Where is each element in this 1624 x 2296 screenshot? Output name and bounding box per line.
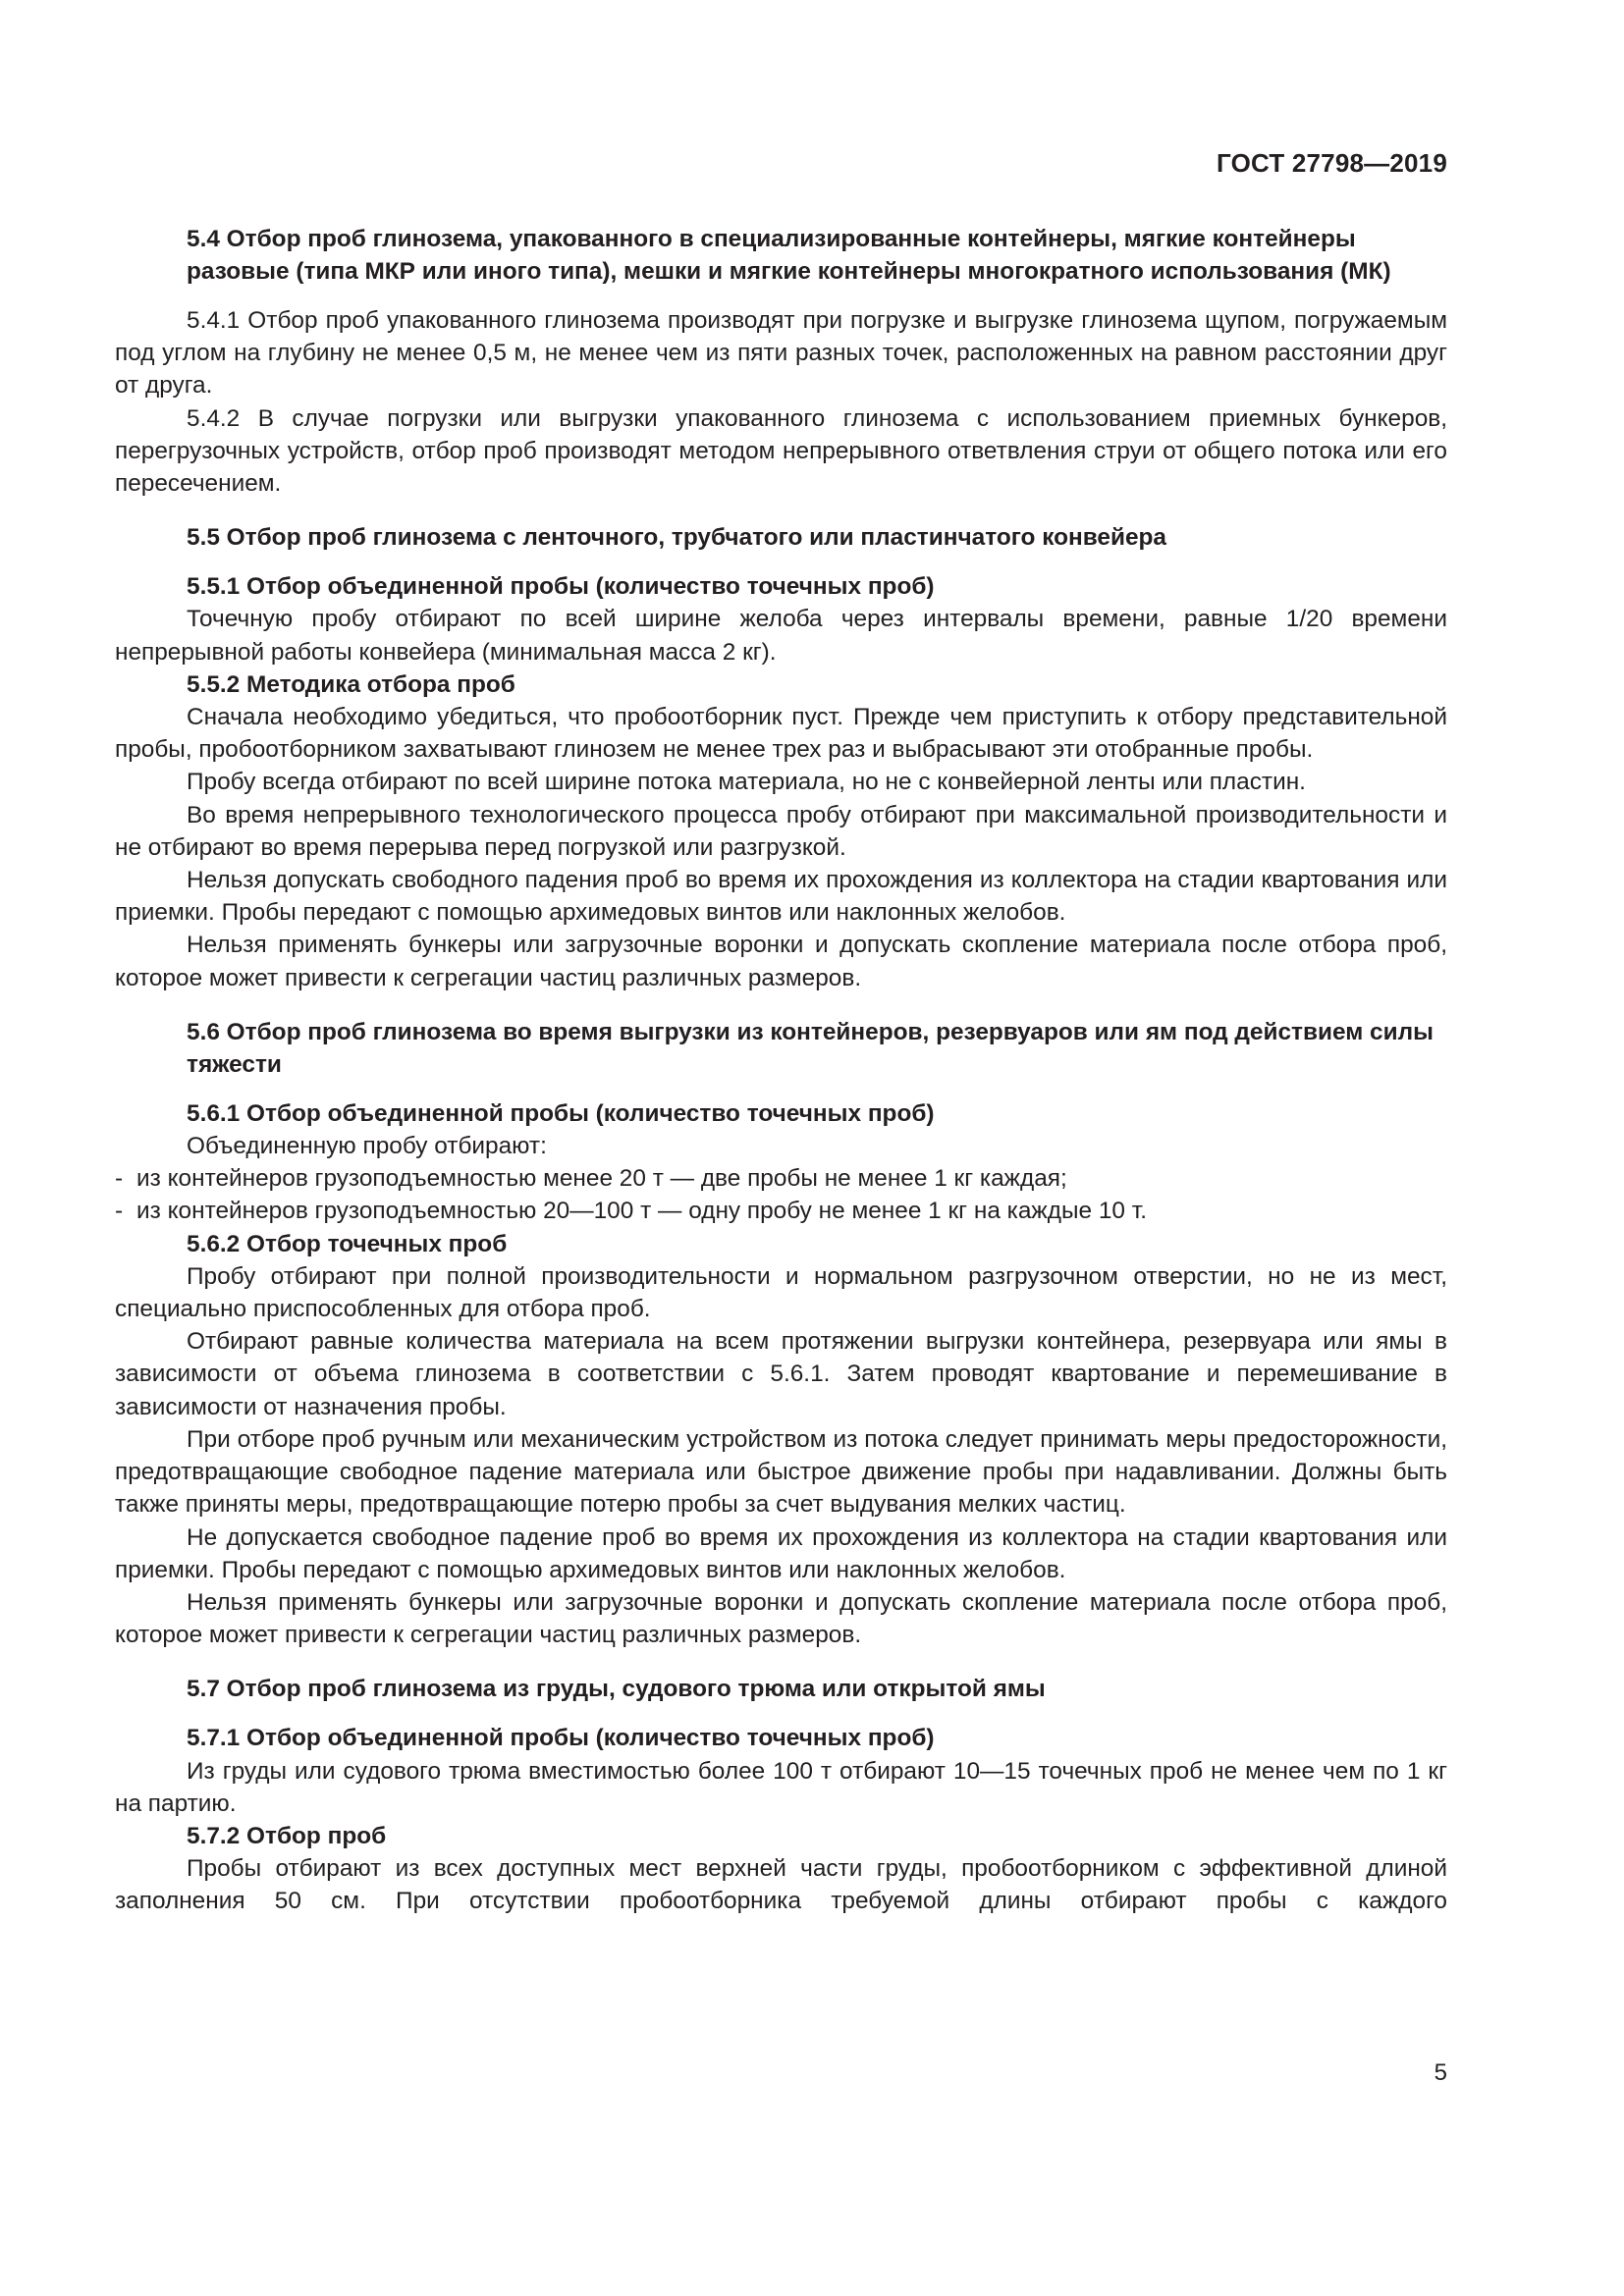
list-item-text: из контейнеров грузоподъемностью менее 20 т — две пробы не менее 1 кг каждая;: [136, 1165, 1067, 1193]
section-5-4-title: 5.4 Отбор проб глинозема, упакованного в специализированные контейнеры, мягкие контейнеры разовые (типа МКР или иного типа), мешки и мягкие контейнеры многократного использования (МК): [187, 226, 1391, 285]
list-dash: -: [115, 1165, 124, 1193]
section-5-6-title: 5.6 Отбор проб глинозема во время выгрузки из контейнеров, резервуаров или ям под действием силы тяжести: [187, 1018, 1434, 1078]
clause-5-5-1-title: 5.5.1 Отбор объединенной пробы (количество точечных проб): [187, 573, 935, 601]
clause-5-7-2-text: Пробы отбирают из всех доступных мест верхней части груды, пробоотборником с эффективной длиной заполнения 50 см. При отсутствии пробоотборника требуемой длины отбирают пробы с каждого: [115, 1855, 1447, 1915]
clause-5-5-2-para-4: Нельзя допускать свободного падения проб во время их прохождения из коллектора на стадии квартования или приемки. Пробы передают с помощью архимедовых винтов или наклонных желобов.: [115, 867, 1447, 927]
clause-5-5-2-title: 5.5.2 Методика отбора проб: [187, 670, 515, 698]
clause-5-5-2-para-5: Нельзя применять бункеры или загрузочные воронки и допускать скопление материала после отбора проб, которое может привести к сегрегации частиц различных размеров.: [115, 932, 1447, 991]
clause-5-4-2: 5.4.2 В случае погрузки или выгрузки упакованного глинозема с использованием приемных бункеров, перегрузочных устройств, отбор проб производят методом непрерывного ответвления струи от общего потока или его пересечением.: [115, 404, 1447, 498]
clause-5-6-2-para-5: Нельзя применять бункеры или загрузочные воронки и допускать скопление материала после отбора проб, которое может привести к сегрегации частиц различных размеров.: [115, 1588, 1447, 1649]
clause-5-5-1-text: Точечную пробу отбирают по всей ширине желоба через интервалы времени, равные 1/20 времени непрерывной работы конвейера (минимальная масса 2 кг).: [115, 606, 1447, 666]
clause-5-6-2-para-1: Пробу отбирают при полной производительности и нормальном разгрузочном отверстии, но не из мест, специально приспособленных для отбора проб.: [115, 1262, 1447, 1323]
standard-designation: ГОСТ 27798—2019: [1217, 148, 1447, 178]
clause-5-6-2-para-2: Отбирают равные количества материала на всем протяжении выгрузки контейнера, резервуара или ямы в зависимости от объема глинозема в соответствии с 5.6.1. Затем проводят квартование и перемешивание в зависимости от назначения пробы.: [115, 1328, 1447, 1420]
clause-5-4-1: 5.4.1 Отбор проб упакованного глинозема производят при погрузке и выгрузке глинозема щупом, погружаемым под углом на глубину не менее 0,5 м, не менее чем из пяти разных точек, расположенных на равном расстоянии друг от друга.: [115, 307, 1447, 400]
clause-5-5-2-para-1: Сначала необходимо убедиться, что пробоотборник пуст. Прежде чем приступить к отбору представительной пробы, пробоотборником захватывают глинозем не менее трех раз и выбрасывают эти отобранные пробы.: [115, 704, 1447, 764]
page-number: 5: [1434, 2059, 1447, 2086]
clause-5-7-1-title: 5.7.1 Отбор объединенной пробы (количество точечных проб): [187, 1725, 935, 1752]
section-5-5-title: 5.5 Отбор проб глинозема с ленточного, трубчатого или пластинчатого конвейера: [187, 524, 1167, 552]
section-5-7-title: 5.7 Отбор проб глинозема из груды, судового трюма или открытой ямы: [187, 1676, 1046, 1703]
clause-5-6-2-para-4: Не допускается свободное падение проб во время их прохождения из коллектора на стадии квартования или приемки. Пробы передают с помощью архимедовых винтов или наклонных желобов.: [115, 1523, 1447, 1583]
clause-5-6-1-title: 5.6.1 Отбор объединенной пробы (количество точечных проб): [187, 1099, 935, 1127]
clause-5-7-2-title: 5.7.2 Отбор проб: [187, 1822, 387, 1849]
clause-5-5-2-para-2: Пробу всегда отбирают по всей ширине потока материала, но не с конвейерной ленты или пластин.: [187, 769, 1306, 796]
list-item-text: из контейнеров грузоподъемностью 20—100 т — одну пробу не менее 1 кг на каждые 10 т.: [136, 1198, 1148, 1225]
list-item: [115, 1195, 1447, 1227]
document-body: [115, 223, 1447, 1918]
clause-5-7-1-text: Из груды или судового трюма вместимостью более 100 т отбирают 10—15 точечных проб не менее чем по 1 кг на партию.: [115, 1757, 1447, 1817]
clause-5-5-2-para-3: Во время непрерывного технологического процесса пробу отбирают при максимальной производительности и не отбирают во время перерыва перед погрузкой или разгрузкой.: [115, 801, 1447, 861]
clause-5-6-2-para-3: При отборе проб ручным или механическим устройством из потока следует принимать меры предосторожности, предотвращающие свободное падение материала или быстрое движение пробы при надавливании. Должны быть также приняты меры, предотвращающие потерю пробы за счет выдувания мелких частиц.: [115, 1425, 1447, 1519]
clause-5-6-1-text: Объединенную пробу отбирают:: [187, 1133, 547, 1160]
list-item: [115, 1162, 1447, 1195]
clause-5-6-2-title: 5.6.2 Отбор точечных проб: [187, 1230, 508, 1257]
list-dash: -: [115, 1198, 124, 1225]
